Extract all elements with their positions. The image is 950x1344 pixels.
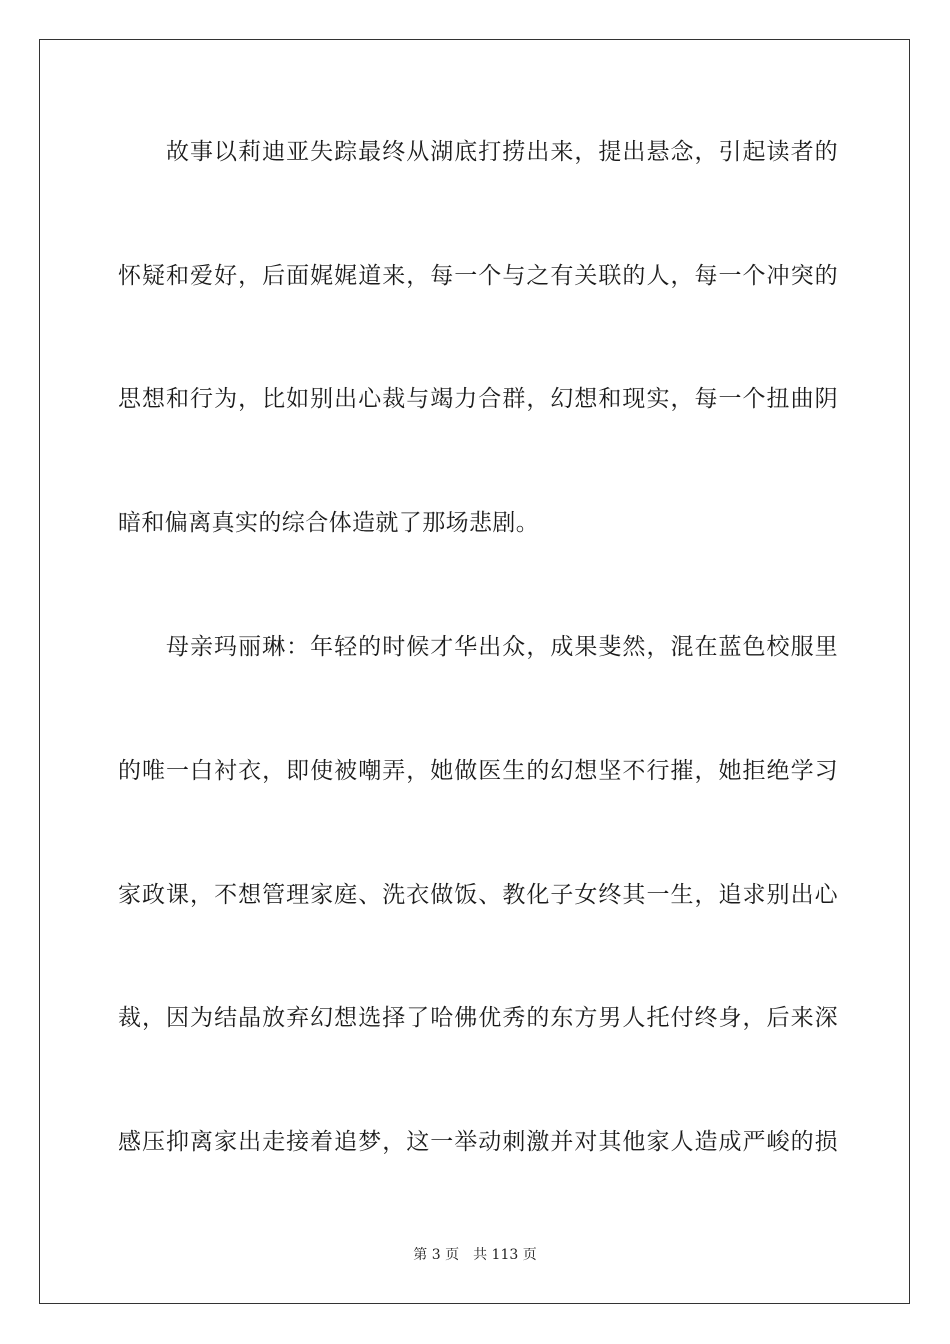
- paragraph-line: 感压抑离家出走接着追梦，这一举动刺激并对其他家人造成严峻的损: [118, 1129, 838, 1155]
- paragraph-line: 裁，因为结晶放弃幻想选择了哈佛优秀的东方男人托付终身，后来深: [118, 1005, 838, 1031]
- paragraph-line: 母亲玛丽琳：年轻的时候才华出众，成果斐然，混在蓝色校服里: [166, 634, 838, 660]
- paragraph-line: 家政课，不想管理家庭、洗衣做饭、教化子女终其一生，追求别出心: [118, 882, 838, 908]
- paragraph-line: 故事以莉迪亚失踪最终从湖底打捞出来，提出悬念，引起读者的: [166, 139, 838, 165]
- page-border: [39, 39, 910, 1304]
- paragraph-line: 的唯一白衬衣，即使被嘲弄，她做医生的幻想坚不行摧，她拒绝学习: [118, 758, 838, 784]
- paragraph-line: 思想和行为，比如别出心裁与竭力合群，幻想和现实，每一个扭曲阴: [118, 386, 838, 412]
- paragraph-line: 怀疑和爱好，后面娓娓道来，每一个与之有关联的人，每一个冲突的: [118, 263, 838, 289]
- page-number-footer: 第 3 页 共 113 页: [413, 1247, 537, 1263]
- paragraph-line: 暗和偏离真实的综合体造就了那场悲剧。: [118, 510, 540, 536]
